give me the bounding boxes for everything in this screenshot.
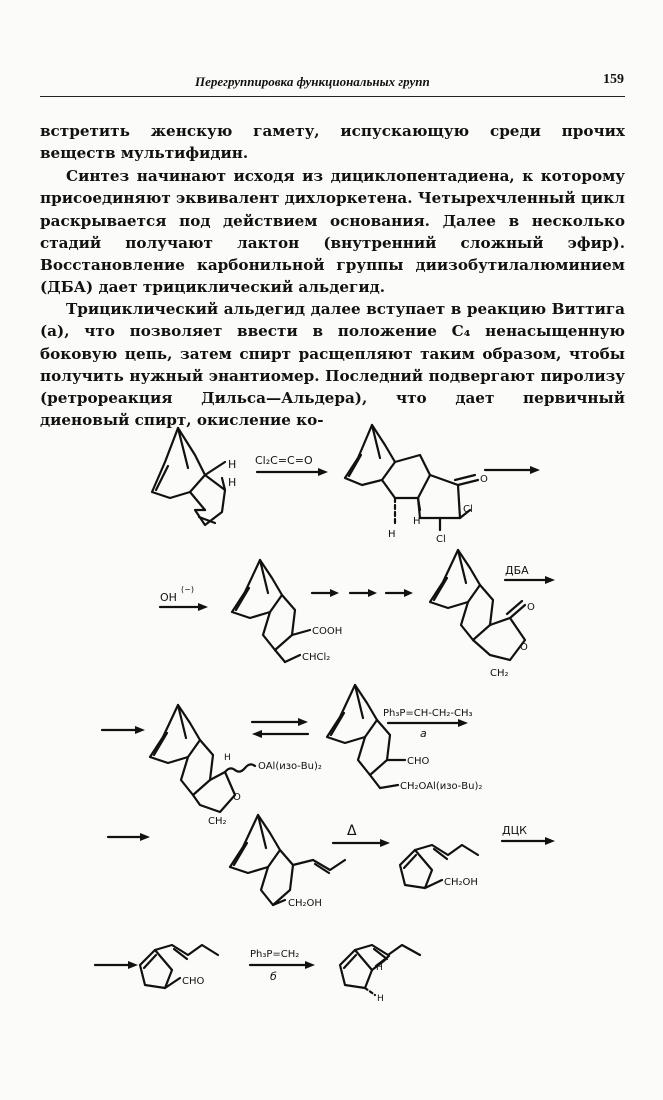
ch2oh-label-2: CH₂OH bbox=[444, 877, 478, 888]
equilibrium-arrows bbox=[252, 718, 308, 738]
header-rule bbox=[40, 96, 625, 97]
aldehyde-cho: CHO bbox=[407, 756, 430, 767]
hydroxide-charge: (−) bbox=[181, 585, 194, 594]
reaction-arrow-3 bbox=[160, 603, 208, 611]
reaction-arrow-5 bbox=[102, 726, 145, 734]
dienal-cho: CHO bbox=[182, 976, 205, 987]
ch2oal-label: CH₂OAl(изо-Bu)₂ bbox=[400, 781, 483, 792]
ketone-o: O bbox=[480, 474, 488, 485]
synthesis-scheme bbox=[0, 400, 663, 1020]
reaction-arrow-9 bbox=[502, 837, 555, 845]
reaction-arrow-11 bbox=[250, 961, 315, 969]
product-h-2: H bbox=[377, 994, 384, 1004]
chcl2-label: CHCl₂ bbox=[302, 652, 331, 663]
reaction-arrow-7 bbox=[108, 833, 150, 841]
h-label-3: H bbox=[413, 516, 421, 527]
cyclobutanone-adduct-structure bbox=[345, 425, 478, 530]
wittig-reagent-b: Ph₃P=CH₂ bbox=[250, 949, 300, 960]
dck-reagent: ДЦК bbox=[502, 824, 527, 837]
product-h-1: H bbox=[376, 963, 383, 973]
cooh-label: COOH bbox=[312, 626, 343, 637]
multistep-arrows bbox=[312, 589, 413, 597]
reaction-arrow-6 bbox=[388, 719, 468, 727]
paragraph-2: Синтез начинают исходя из дициклопентадиена, к которому присоединяют эквивалент дихлоркетена. Четырехчленный цикл раскрывается под действием основания. Далее в несколько стадий получают лактон (внутренний сложный эфир). Восстановление карбонильной группы диизобутилалюминием (ДБА) дает трициклический альдегид. bbox=[40, 167, 625, 297]
reaction-arrow-10 bbox=[95, 961, 138, 969]
reaction-arrow-4 bbox=[505, 576, 555, 584]
cl-label-1: Cl bbox=[463, 504, 473, 515]
oal-label: OAl(изо-Bu)₂ bbox=[258, 761, 322, 772]
lactone-ring-o: O bbox=[520, 642, 528, 653]
chlorinated-acid-structure bbox=[232, 560, 310, 662]
cl-label-2: Cl bbox=[436, 534, 446, 545]
aldehyde-aluminate-structure bbox=[327, 685, 405, 788]
dba-reagent: ДБА bbox=[505, 564, 529, 577]
paragraph-3: Трициклический альдегид далее вступает в реакцию Виттига (а), что позволяет ввести в положение C₄ ненасыщенную боковую цепь, затем спирт расщепляют таким образом, чтобы получить нужный энантиомер. Последний подвергают пиролизу (ретрореакция Дильса—Альдера), что дает первичный диеновый спирт, окисление ко- bbox=[40, 300, 625, 430]
dicyclopentadiene-structure bbox=[152, 428, 225, 525]
label-b: б bbox=[270, 970, 277, 983]
hydroxide-label: OH bbox=[160, 591, 177, 604]
running-header-title: Перегруппировка функциональных групп bbox=[195, 74, 430, 89]
lactone-carbonyl-o: O bbox=[527, 602, 535, 613]
reaction-arrow-8 bbox=[333, 839, 390, 847]
ch2oh-label-1: CH₂OH bbox=[288, 898, 322, 909]
reaction-arrow-2 bbox=[485, 466, 540, 474]
h-label-4: H bbox=[388, 529, 396, 540]
dienal-structure bbox=[140, 945, 218, 988]
lactol-h: H bbox=[224, 753, 231, 763]
h-label-1: H bbox=[228, 458, 237, 471]
pyrolysis-delta: Δ bbox=[347, 823, 357, 839]
paragraph-1: встретить женскую гамету, испускающую среди прочих веществ мультифидин. bbox=[40, 122, 625, 163]
dichloroketene-reagent: Cl₂C=C=O bbox=[255, 454, 313, 467]
reaction-arrow-1 bbox=[257, 468, 328, 476]
tricyclic-alcohol-structure bbox=[230, 815, 345, 905]
lactol-ring-o: O bbox=[233, 792, 241, 803]
wittig-reagent-a: Ph₃P=CH-CH₂-CH₃ bbox=[383, 708, 473, 719]
h-label-2: H bbox=[228, 476, 237, 489]
lactone-ch2: CH₂ bbox=[490, 668, 509, 679]
page-number: 159 bbox=[603, 72, 624, 87]
lactol-ch2: CH₂ bbox=[208, 816, 227, 827]
label-a: а bbox=[420, 727, 427, 740]
